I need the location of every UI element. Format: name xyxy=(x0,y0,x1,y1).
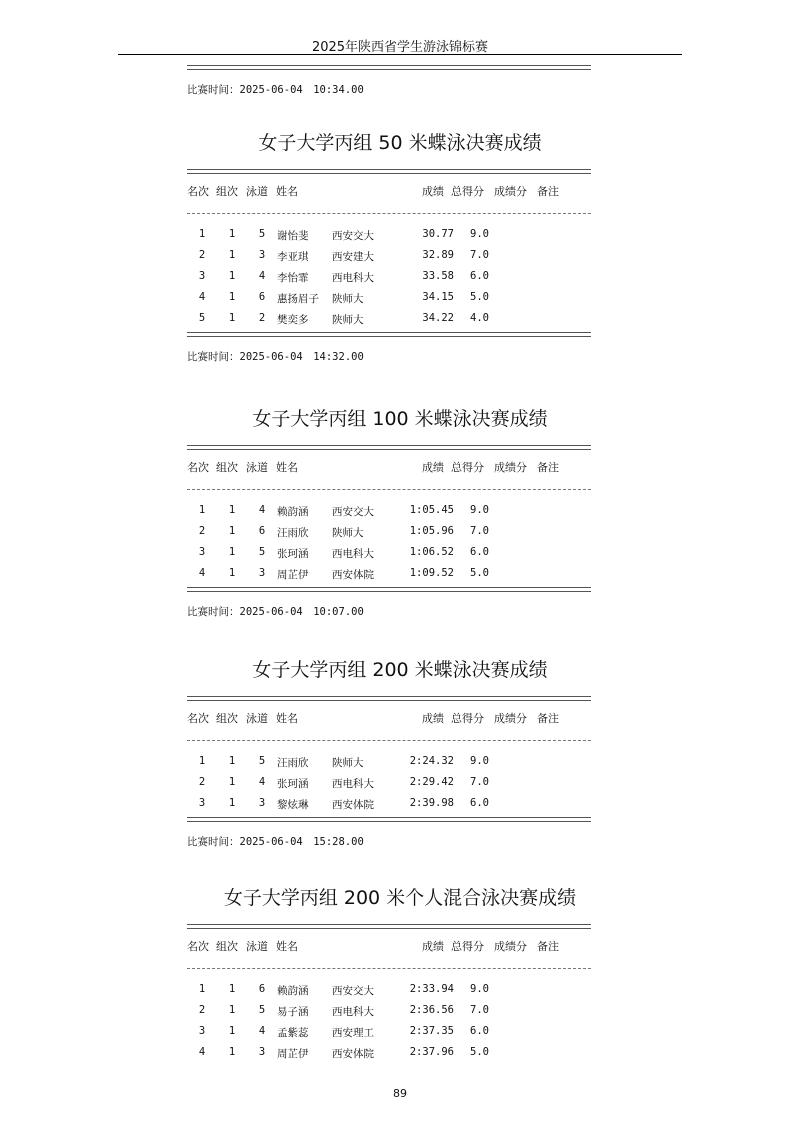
cell-result: 33.58 xyxy=(422,270,454,282)
cell-rank: 4 xyxy=(198,291,206,303)
double-rule xyxy=(187,587,591,592)
cell-name: 汪雨欣 xyxy=(277,757,309,769)
cell-name: 李亚琪 xyxy=(277,251,309,263)
match-time xyxy=(187,834,364,849)
match-time xyxy=(187,604,364,619)
cell-points: 6.0 xyxy=(470,546,489,558)
dashed-rule xyxy=(187,968,591,969)
cell-group: 1 xyxy=(228,270,236,282)
cell-points: 7.0 xyxy=(470,525,489,537)
cell-rank: 3 xyxy=(198,1025,206,1037)
double-rule xyxy=(187,65,591,70)
cell-points: 7.0 xyxy=(470,776,489,788)
cell-points: 6.0 xyxy=(470,270,489,282)
column-header-score-points: 成绩分 xyxy=(494,461,527,474)
cell-result: 2:39.98 xyxy=(409,797,454,809)
column-header-rank: 名次 xyxy=(187,712,209,725)
column-header-remark: 备注 xyxy=(537,461,559,474)
cell-rank: 1 xyxy=(198,983,206,995)
column-header-rank: 名次 xyxy=(187,940,209,953)
double-rule xyxy=(187,445,591,450)
cell-team: 陕师大 xyxy=(332,314,364,326)
cell-points: 5.0 xyxy=(470,567,489,579)
cell-group: 1 xyxy=(228,504,236,516)
cell-group: 1 xyxy=(228,546,236,558)
cell-lane: 4 xyxy=(258,776,266,788)
cell-points: 9.0 xyxy=(470,228,489,240)
cell-name: 赖韵涵 xyxy=(277,506,309,518)
match-time-label: 比赛时间： xyxy=(187,84,240,96)
cell-group: 1 xyxy=(228,1025,236,1037)
column-header-total-points: 总得分 xyxy=(451,461,484,474)
cell-group: 1 xyxy=(228,1046,236,1058)
column-header-name: 姓名 xyxy=(276,940,298,953)
cell-team: 西电科大 xyxy=(332,272,374,284)
cell-name: 赖韵涵 xyxy=(277,985,309,997)
cell-result: 30.77 xyxy=(422,228,454,240)
column-header-group: 组次 xyxy=(216,185,238,198)
cell-points: 4.0 xyxy=(470,312,489,324)
cell-points: 6.0 xyxy=(470,797,489,809)
dashed-rule xyxy=(187,213,591,214)
column-header-result: 成绩 xyxy=(422,185,444,198)
cell-group: 1 xyxy=(228,249,236,261)
column-header-lane: 泳道 xyxy=(246,185,268,198)
cell-team: 西安理工 xyxy=(332,1027,374,1039)
cell-result: 1:09.52 xyxy=(409,567,454,579)
double-rule xyxy=(187,924,591,929)
cell-team: 西安交大 xyxy=(332,985,374,997)
cell-team: 西安建大 xyxy=(332,251,374,263)
cell-team: 西安体院 xyxy=(332,1048,374,1060)
match-time xyxy=(187,349,364,364)
cell-rank: 1 xyxy=(198,228,206,240)
event-title: 女子大学丙组 50 米蝶泳决赛成绩 xyxy=(258,132,542,154)
cell-team: 西安交大 xyxy=(332,230,374,242)
page-header: 2025年陕西省学生游泳锦标赛 xyxy=(311,40,489,55)
column-header-name: 姓名 xyxy=(276,712,298,725)
column-header-result: 成绩 xyxy=(422,712,444,725)
cell-group: 1 xyxy=(228,776,236,788)
column-header-name: 姓名 xyxy=(276,185,298,198)
cell-points: 6.0 xyxy=(470,1025,489,1037)
cell-team: 西安体院 xyxy=(332,569,374,581)
cell-result: 34.22 xyxy=(422,312,454,324)
column-header-lane: 泳道 xyxy=(246,940,268,953)
cell-team: 西电科大 xyxy=(332,548,374,560)
cell-result: 2:37.35 xyxy=(409,1025,454,1037)
cell-team: 陕师大 xyxy=(332,527,364,539)
cell-result: 2:37.96 xyxy=(409,1046,454,1058)
column-header-total-points: 总得分 xyxy=(451,940,484,953)
double-rule xyxy=(187,817,591,822)
cell-rank: 5 xyxy=(198,312,206,324)
cell-name: 樊奕多 xyxy=(277,314,309,326)
cell-group: 1 xyxy=(228,983,236,995)
match-time-value: 2025-06-04 14:32.00 xyxy=(239,351,364,363)
cell-lane: 5 xyxy=(258,755,266,767)
dashed-rule xyxy=(187,740,591,741)
cell-group: 1 xyxy=(228,312,236,324)
cell-lane: 5 xyxy=(258,228,266,240)
page-number: 89 xyxy=(393,1087,407,1100)
cell-points: 5.0 xyxy=(470,1046,489,1058)
cell-team: 西安体院 xyxy=(332,799,374,811)
column-header-result: 成绩 xyxy=(422,461,444,474)
column-header-result: 成绩 xyxy=(422,940,444,953)
cell-points: 9.0 xyxy=(470,755,489,767)
cell-group: 1 xyxy=(228,228,236,240)
cell-rank: 3 xyxy=(198,270,206,282)
cell-name: 易子涵 xyxy=(277,1006,309,1018)
cell-points: 7.0 xyxy=(470,249,489,261)
cell-rank: 2 xyxy=(198,249,206,261)
cell-name: 张珂涵 xyxy=(277,548,309,560)
cell-rank: 2 xyxy=(198,1004,206,1016)
cell-lane: 3 xyxy=(258,567,266,579)
cell-result: 2:29.42 xyxy=(409,776,454,788)
cell-group: 1 xyxy=(228,755,236,767)
cell-result: 1:06.52 xyxy=(409,546,454,558)
cell-name: 李怡霏 xyxy=(277,272,309,284)
cell-team: 西电科大 xyxy=(332,1006,374,1018)
cell-result: 2:36.56 xyxy=(409,1004,454,1016)
double-rule xyxy=(187,169,591,174)
cell-points: 9.0 xyxy=(470,983,489,995)
cell-name: 汪雨欣 xyxy=(277,527,309,539)
match-time-value: 2025-06-04 10:07.00 xyxy=(239,606,364,618)
cell-rank: 1 xyxy=(198,504,206,516)
column-header-group: 组次 xyxy=(216,461,238,474)
cell-rank: 3 xyxy=(198,797,206,809)
cell-team: 陕师大 xyxy=(332,757,364,769)
cell-group: 1 xyxy=(228,291,236,303)
cell-rank: 2 xyxy=(198,776,206,788)
match-time xyxy=(187,82,364,97)
cell-team: 西安交大 xyxy=(332,506,374,518)
column-header-score-points: 成绩分 xyxy=(494,712,527,725)
cell-lane: 5 xyxy=(258,1004,266,1016)
cell-name: 谢怡斐 xyxy=(277,230,309,242)
cell-lane: 3 xyxy=(258,249,266,261)
column-header-remark: 备注 xyxy=(537,712,559,725)
cell-result: 1:05.45 xyxy=(409,504,454,516)
cell-group: 1 xyxy=(228,1004,236,1016)
cell-group: 1 xyxy=(228,797,236,809)
cell-name: 周芷伊 xyxy=(277,569,309,581)
cell-name: 惠扬眉子 xyxy=(277,293,319,305)
cell-lane: 4 xyxy=(258,504,266,516)
event-title: 女子大学丙组 100 米蝶泳决赛成绩 xyxy=(252,408,548,430)
cell-group: 1 xyxy=(228,525,236,537)
header-rule xyxy=(118,54,682,55)
cell-rank: 2 xyxy=(198,525,206,537)
column-header-rank: 名次 xyxy=(187,461,209,474)
column-header-total-points: 总得分 xyxy=(451,712,484,725)
cell-name: 黎炫琳 xyxy=(277,799,309,811)
cell-group: 1 xyxy=(228,567,236,579)
cell-team: 陕师大 xyxy=(332,293,364,305)
cell-name: 周芷伊 xyxy=(277,1048,309,1060)
cell-lane: 6 xyxy=(258,525,266,537)
column-header-group: 组次 xyxy=(216,940,238,953)
cell-lane: 4 xyxy=(258,1025,266,1037)
cell-name: 张珂涵 xyxy=(277,778,309,790)
cell-lane: 6 xyxy=(258,983,266,995)
cell-result: 34.15 xyxy=(422,291,454,303)
column-header-name: 姓名 xyxy=(276,461,298,474)
match-time-label: 比赛时间： xyxy=(187,351,240,363)
cell-points: 9.0 xyxy=(470,504,489,516)
double-rule xyxy=(187,696,591,701)
cell-rank: 3 xyxy=(198,546,206,558)
cell-points: 5.0 xyxy=(470,291,489,303)
column-header-remark: 备注 xyxy=(537,940,559,953)
double-rule xyxy=(187,332,591,337)
event-title: 女子大学丙组 200 米个人混合泳决赛成绩 xyxy=(223,887,577,909)
column-header-group: 组次 xyxy=(216,712,238,725)
column-header-rank: 名次 xyxy=(187,185,209,198)
cell-result: 2:33.94 xyxy=(409,983,454,995)
cell-lane: 3 xyxy=(258,797,266,809)
dashed-rule xyxy=(187,489,591,490)
column-header-score-points: 成绩分 xyxy=(494,185,527,198)
column-header-lane: 泳道 xyxy=(246,712,268,725)
cell-lane: 5 xyxy=(258,546,266,558)
cell-lane: 6 xyxy=(258,291,266,303)
cell-result: 1:05.96 xyxy=(409,525,454,537)
cell-lane: 3 xyxy=(258,1046,266,1058)
cell-rank: 4 xyxy=(198,567,206,579)
match-time-label: 比赛时间： xyxy=(187,606,240,618)
match-time-value: 2025-06-04 15:28.00 xyxy=(239,836,364,848)
cell-lane: 4 xyxy=(258,270,266,282)
column-header-remark: 备注 xyxy=(537,185,559,198)
column-header-total-points: 总得分 xyxy=(451,185,484,198)
cell-lane: 2 xyxy=(258,312,266,324)
cell-team: 西电科大 xyxy=(332,778,374,790)
event-title: 女子大学丙组 200 米蝶泳决赛成绩 xyxy=(252,659,548,681)
match-time-value: 2025-06-04 10:34.00 xyxy=(239,84,364,96)
match-time-label: 比赛时间： xyxy=(187,836,240,848)
cell-rank: 1 xyxy=(198,755,206,767)
column-header-lane: 泳道 xyxy=(246,461,268,474)
cell-result: 2:24.32 xyxy=(409,755,454,767)
cell-points: 7.0 xyxy=(470,1004,489,1016)
cell-rank: 4 xyxy=(198,1046,206,1058)
cell-result: 32.89 xyxy=(422,249,454,261)
column-header-score-points: 成绩分 xyxy=(494,940,527,953)
cell-name: 孟紫蕊 xyxy=(277,1027,309,1039)
